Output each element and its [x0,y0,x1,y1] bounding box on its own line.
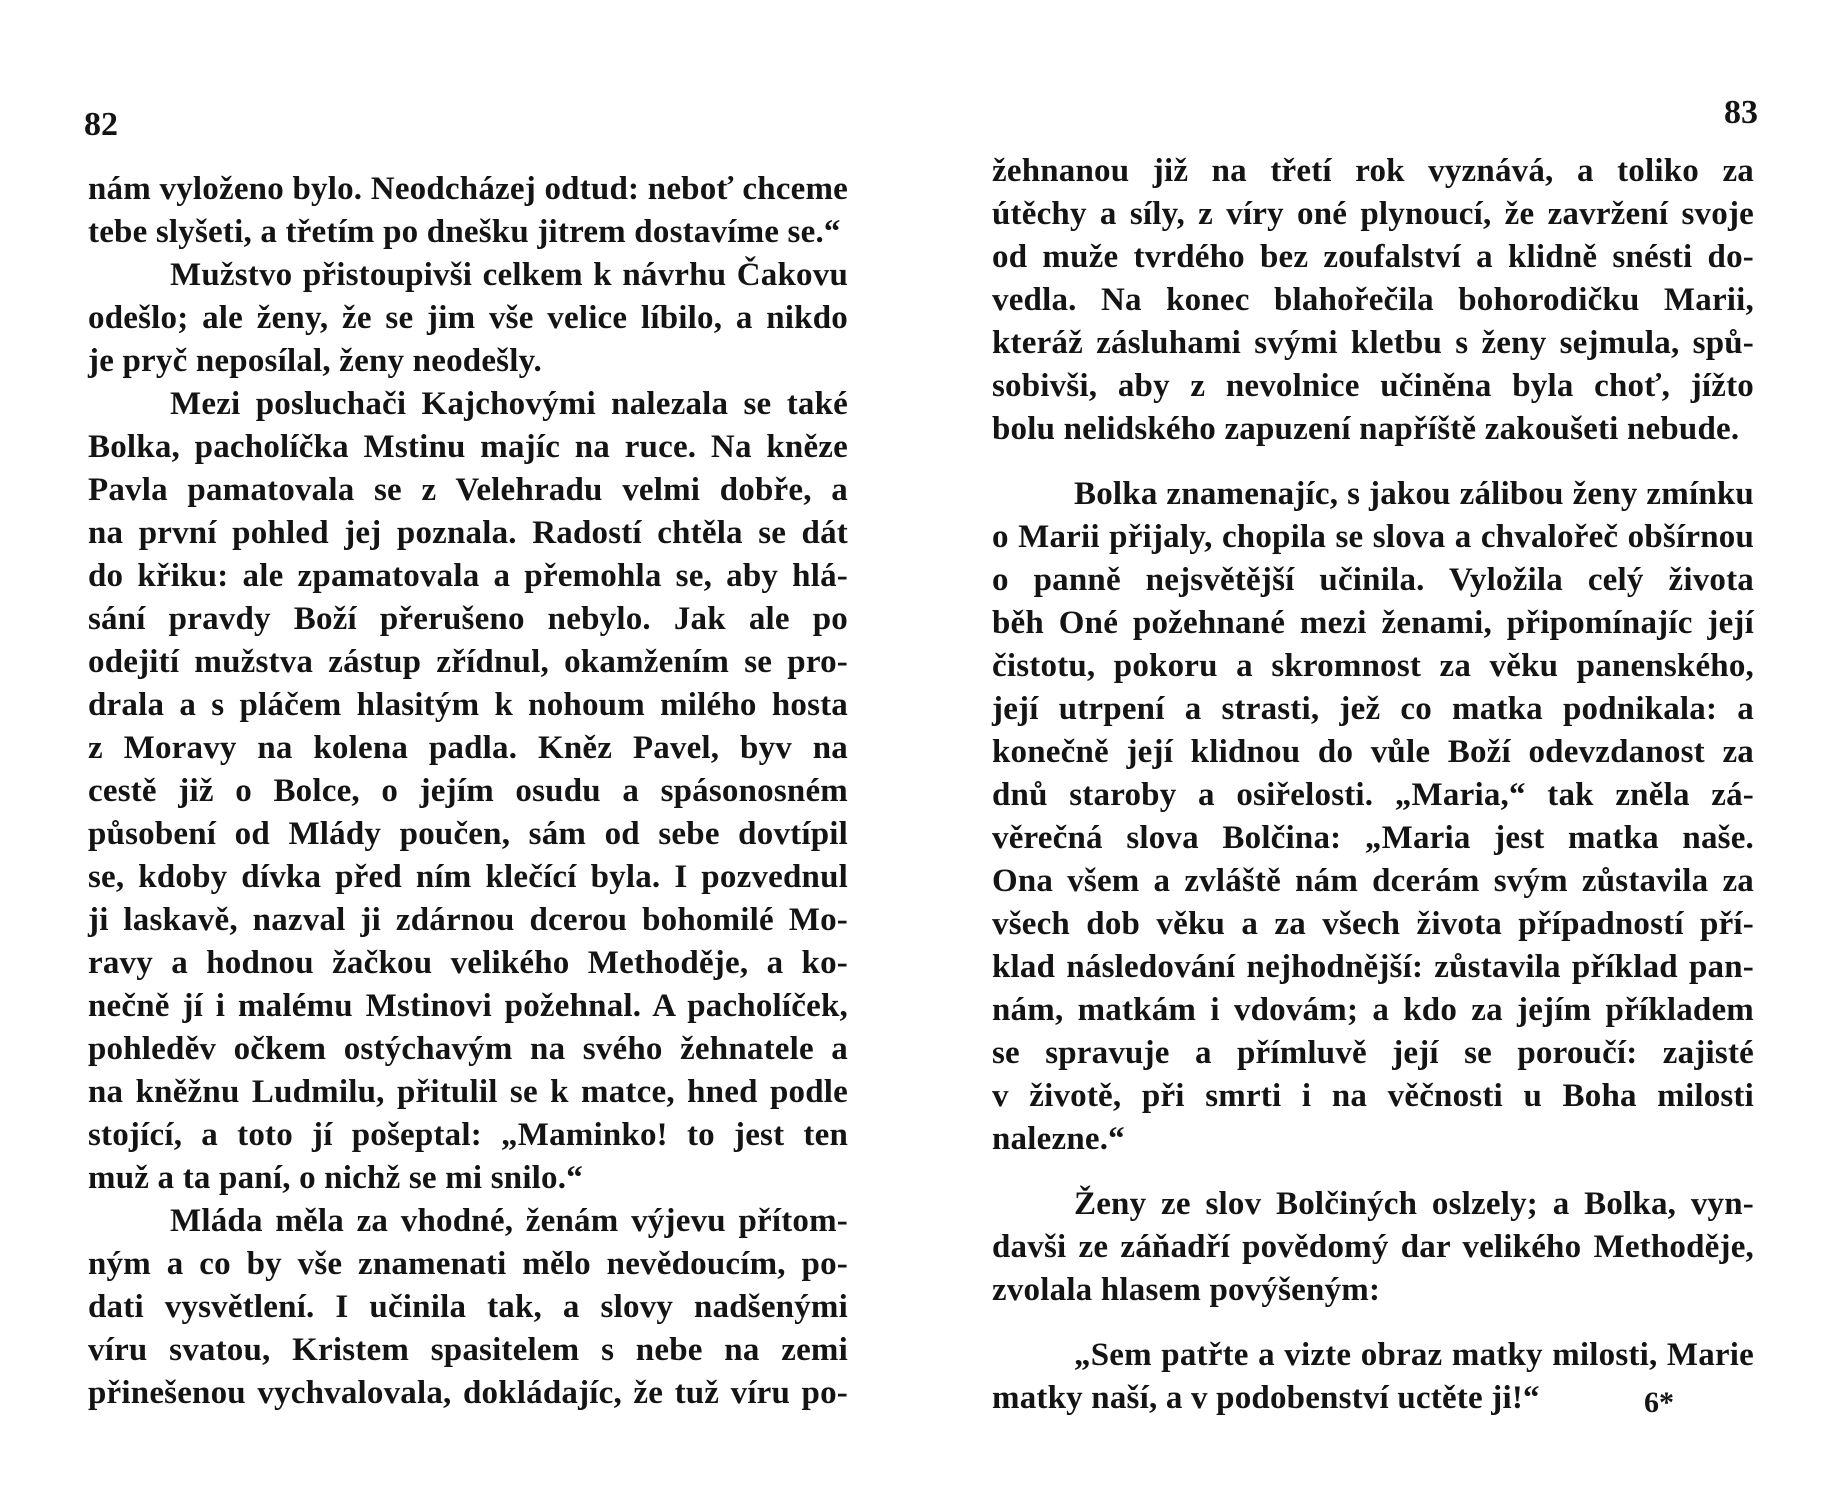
text-line: Mužstvo přistoupivši celkem k návrhu Čakovu [170,257,848,293]
text-line: nečně jí i malému Mstinovi požehnal. A pacholíček, [88,988,848,1024]
text-line: o Marii přijaly, chopila se slova a chvalořeč obšírnou [992,519,1754,555]
paragraph [992,1334,1754,1420]
left-page-text [88,168,848,1415]
text-line: „Sem patřte a vizte obraz matky milosti, Marie [1074,1337,1754,1373]
text-line: ným a co by vše znamenati mělo nevědoucím, po- [88,1246,848,1282]
text-line: sobivši, aby z nevolnice učiněna byla choť, jížto [992,368,1754,404]
text-line: na kněžnu Ludmilu, přitulil se k matce, hned podle [88,1074,848,1110]
text-line: Pavla pamatovala se z Velehradu velmi dobře, a [88,472,848,508]
text-line: nám, matkám i vdovám; a kdo za jejím příkladem [992,992,1754,1028]
text-line: Bolka, pacholíčka Mstinu majíc na ruce. Na kněze [88,429,848,465]
text-line: běh Oné požehnané mezi ženami, připomínajíc její [992,605,1754,641]
text-line: odejití mužstva zástup zřídnul, okamžením se pro- [88,644,848,680]
text-line: drala a s pláčem hlasitým k nohoum milého hosta [88,687,848,723]
text-line: odešlo; ale ženy, že se jim vše velice líbilo, a nikdo [88,300,848,336]
text-line: útěchy a síly, z víry oné plynoucí, že zavržení svoje [992,196,1754,232]
paragraph [992,150,1754,451]
text-line: ravy a hodnou žačkou velikého Methoděje, a ko- [88,945,848,981]
text-line: Mláda měla za vhodné, ženám výjevu přítom- [170,1203,848,1239]
text-line: sání pravdy Boží přerušeno nebylo. Jak ale po [88,601,848,637]
text-line: víru svatou, Kristem spasitelem s nebe na zemi [88,1332,848,1368]
text-line: se spravuje a přímluvě její se poroučí: zajisté [992,1035,1754,1071]
text-line: dati vysvětlení. I učinila tak, a slovy nadšenými [88,1289,848,1325]
text-line: cestě již o Bolce, o jejím osudu a spásonosném [88,773,848,809]
text-line: její utrpení a strasti, jež co matka podnikala: a [992,691,1754,727]
text-line: Ona všem a zvláště nám dcerám svým zůstavila za [992,863,1754,899]
text-line: kteráž zásluhami svými kletbu s ženy sejmula, spů- [992,325,1754,361]
text-line: Bolka znamenajíc, s jakou zálibou ženy zmínku [1074,476,1754,512]
text-line: tebe slyšeti, a třetím po dnešku jitrem dostavíme se.“ [88,214,841,250]
paragraph [88,254,848,383]
text-line: Ženy ze slov Bolčiných oslzely; a Bolka, vyn- [1074,1186,1754,1222]
text-line: se, kdoby dívka před ním klečící byla. I pozvednul [88,859,848,895]
text-line: muž a ta paní, o nichž se mi snilo.“ [88,1160,583,1196]
signature-mark: 6* [1644,1386,1674,1419]
text-line: všech dob věku a za všech života případností pří- [992,906,1754,942]
text-line: působení od Mlády poučen, sám od sebe dovtípil [88,816,848,852]
paragraph [88,168,848,254]
paragraph-gap [992,451,1754,473]
text-line: přinešenou vychvalovala, dokládajíc, že tuž víru po- [88,1375,848,1411]
text-line: matky naší, a v podobenství uctěte ji!“ [992,1380,1540,1416]
text-line: ji laskavě, nazval ji zdárnou dcerou bohomilé Mo- [88,902,848,938]
right-page-number: 83 [1724,94,1758,131]
text-line: bolu nelidského zapuzení napříště zakoušeti nebude. [992,411,1740,447]
text-line: čistotu, pokoru a skromnost za věku panenského, [992,648,1754,684]
paragraph-gap [992,1312,1754,1334]
text-line: věrečná slova Bolčina: „Maria jest matka naše. [992,820,1754,856]
text-line: klad následování nejhodnější: zůstavila příklad pan- [992,949,1754,985]
text-line: zvolala hlasem povýšeným: [992,1272,1381,1308]
text-line: žehnanou již na třetí rok vyznává, a toliko za [992,153,1754,189]
text-line: pohleděv očkem ostýchavým na svého žehnatele a [88,1031,848,1067]
paragraph [88,383,848,1200]
text-line: stojící, a toto jí pošeptal: „Maminko! to jest ten [88,1117,848,1153]
paragraph [992,1183,1754,1312]
text-line: od muže tvrdého bez zoufalství a klidně snésti do- [992,239,1754,275]
text-line: konečně její klidnou do vůle Boží odevzdanost za [992,734,1754,770]
text-line: do křiku: ale zpamatovala a přemohla se, aby hlá- [88,558,848,594]
text-line: dnů staroby a osiřelosti. „Maria,“ tak zněla zá- [992,777,1754,813]
paragraph [88,1200,848,1415]
paragraph-gap [992,1161,1754,1183]
text-line: nalezne.“ [992,1121,1125,1157]
text-line: o panně nejsvětější učinila. Vyložila celý života [992,562,1754,598]
text-line: z Moravy na kolena padla. Kněz Pavel, byv na [88,730,848,766]
text-line: v životě, při smrti i na věčnosti u Boha milosti [992,1078,1754,1114]
right-page-text [992,150,1754,1420]
text-line: davši ze záňadří povědomý dar velikého Methoděje, [992,1229,1754,1265]
text-line: nám vyloženo bylo. Neodcházej odtud: neboť chceme [88,171,848,207]
text-line: je pryč neposílal, ženy neodešly. [88,343,542,379]
text-line: vedla. Na konec blahořečila bohorodičku Marii, [992,282,1754,318]
text-line: na první pohled jej poznala. Radostí chtěla se dát [88,515,848,551]
paragraph [992,473,1754,1161]
left-page-number: 82 [84,106,118,143]
text-line: Mezi posluchači Kajchovými nalezala se také [170,386,848,422]
